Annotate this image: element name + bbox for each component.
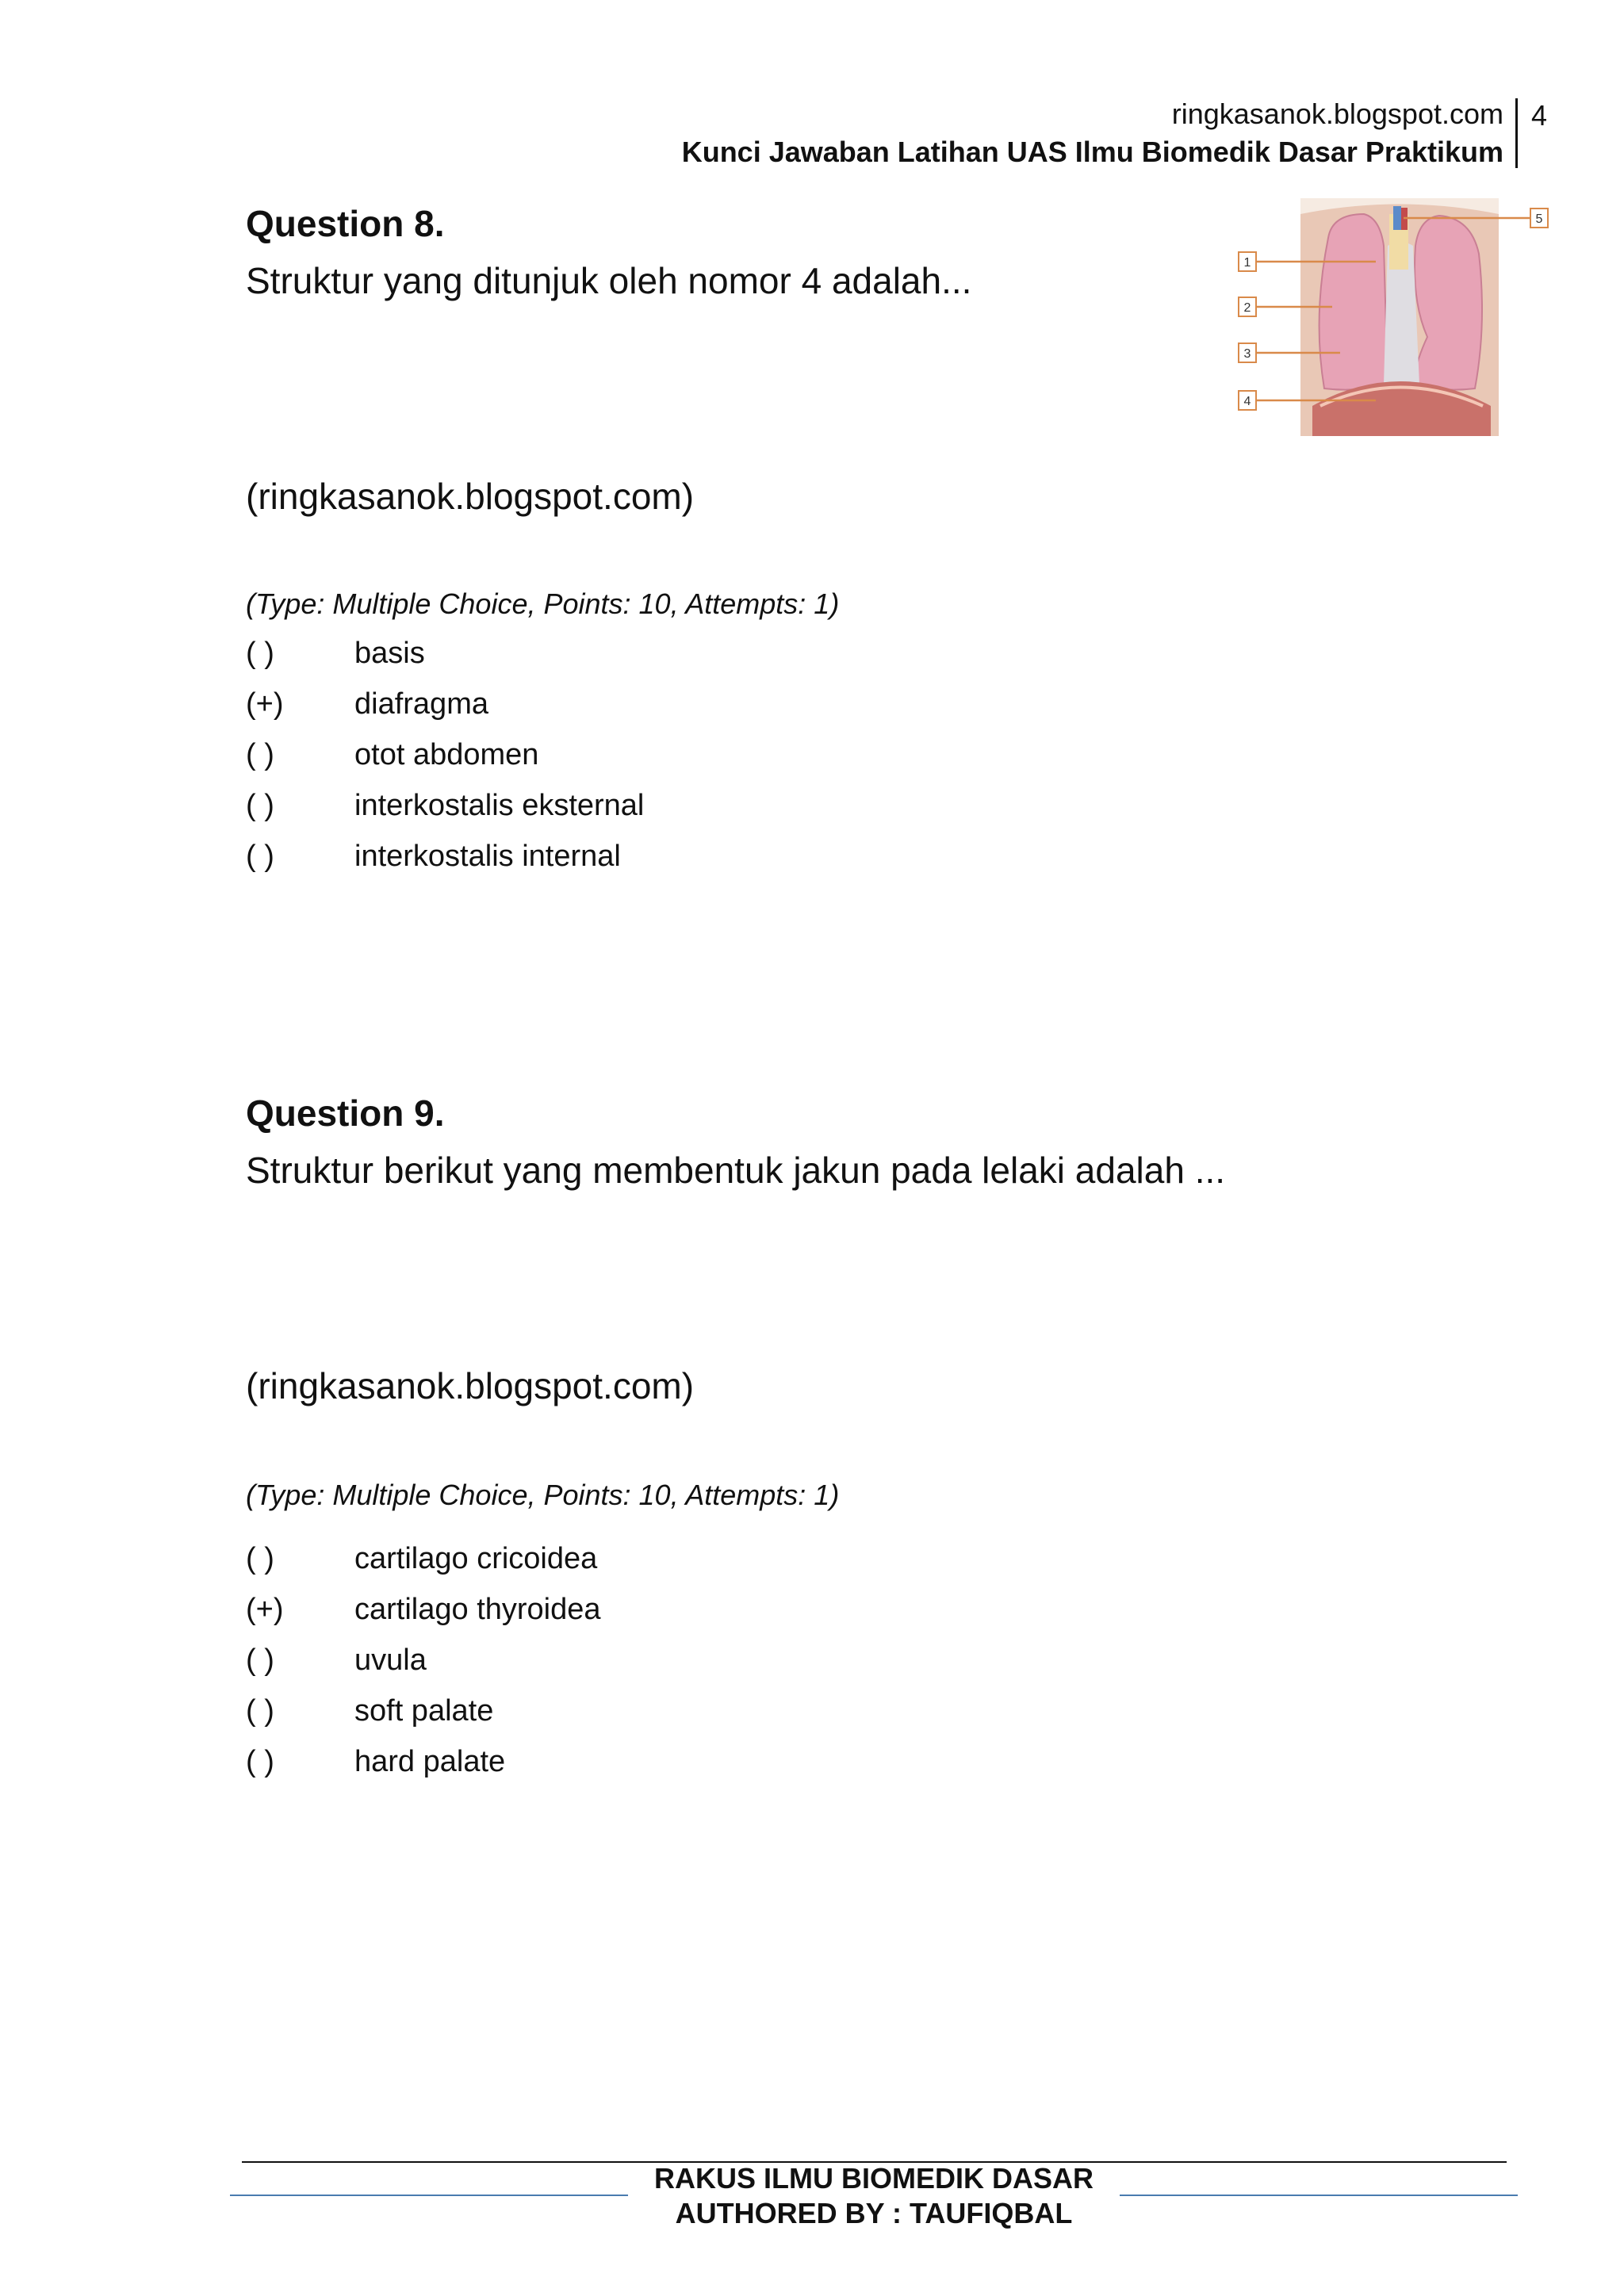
figure-label-4 <box>1239 391 1256 410</box>
question-title: Question 9. <box>246 1093 445 1134</box>
figure-label-1 <box>1239 252 1256 271</box>
option-item[interactable] <box>246 1635 601 1686</box>
question-text: Struktur berikut yang membentuk jakun pada lelaki adalah ... <box>246 1150 1226 1191</box>
options-list <box>246 628 644 882</box>
option-item[interactable] <box>246 1686 601 1736</box>
option-mark: ( ) <box>246 789 274 822</box>
page-number: 4 <box>1531 99 1548 132</box>
option-label: otot abdomen <box>354 738 539 771</box>
option-item[interactable] <box>246 1736 601 1787</box>
option-item[interactable] <box>246 729 644 780</box>
header-site: ringkasanok.blogspot.com <box>1171 98 1503 130</box>
option-label: cartilago cricoidea <box>354 1542 598 1575</box>
option-label: cartilago thyroidea <box>354 1593 601 1626</box>
question-9 <box>246 1089 1277 1778</box>
svg-text:1: 1 <box>1243 256 1251 270</box>
header-title: Kunci Jawaban Latihan UAS Ilmu Biomedik Dasar Praktikum <box>681 136 1503 168</box>
figure-label-5 <box>1530 209 1548 228</box>
option-label: hard palate <box>354 1745 506 1778</box>
option-item[interactable] <box>246 679 644 729</box>
question-meta: (Type: Multiple Choice, Points: 10, Attempts: 1) <box>246 587 840 620</box>
option-mark: (+) <box>246 1593 284 1626</box>
option-mark: ( ) <box>246 1745 274 1778</box>
page-header <box>682 95 1503 171</box>
question-8 <box>246 200 1277 873</box>
option-label: interkostalis internal <box>354 840 621 873</box>
option-label: diafragma <box>354 687 488 721</box>
option-label: soft palate <box>354 1694 494 1728</box>
option-label: interkostalis eksternal <box>354 789 645 822</box>
question-meta: (Type: Multiple Choice, Points: 10, Attempts: 1) <box>246 1479 840 1511</box>
page-footer <box>628 2161 1120 2231</box>
option-mark: ( ) <box>246 738 274 771</box>
question-title: Question 8. <box>246 203 445 244</box>
figure-label-3 <box>1239 343 1256 362</box>
option-mark: (+) <box>246 687 284 721</box>
question-text: Struktur yang ditunjuk oleh nomor 4 adalah... <box>246 260 972 301</box>
option-mark: ( ) <box>246 1694 274 1728</box>
svg-text:3: 3 <box>1243 347 1251 361</box>
option-item[interactable] <box>246 831 644 882</box>
figure-label-2 <box>1239 297 1256 316</box>
option-mark: ( ) <box>246 1644 274 1677</box>
footer-divider-right <box>1120 2195 1518 2196</box>
svg-text:2: 2 <box>1243 301 1251 315</box>
options-list <box>246 1533 601 1787</box>
question-source: (ringkasanok.blogspot.com) <box>246 476 695 517</box>
option-mark: ( ) <box>246 1542 274 1575</box>
footer-divider-left <box>230 2195 628 2196</box>
option-item[interactable] <box>246 1533 601 1584</box>
option-label: uvula <box>354 1644 427 1677</box>
svg-text:4: 4 <box>1243 395 1251 408</box>
footer-line-1: RAKUS ILMU BIOMEDIK DASAR <box>654 2162 1094 2195</box>
option-mark: ( ) <box>246 637 274 670</box>
option-item[interactable] <box>246 780 644 831</box>
header-divider <box>1515 98 1518 168</box>
option-item[interactable] <box>246 1584 601 1635</box>
thorax-lung-illustration <box>1237 198 1554 436</box>
svg-text:5: 5 <box>1535 212 1543 226</box>
option-label: basis <box>354 637 425 670</box>
option-item[interactable] <box>246 628 644 679</box>
question-source: (ringkasanok.blogspot.com) <box>246 1365 695 1406</box>
option-mark: ( ) <box>246 840 274 873</box>
footer-line-2: AUTHORED BY : TAUFIQBAL <box>675 2197 1073 2229</box>
